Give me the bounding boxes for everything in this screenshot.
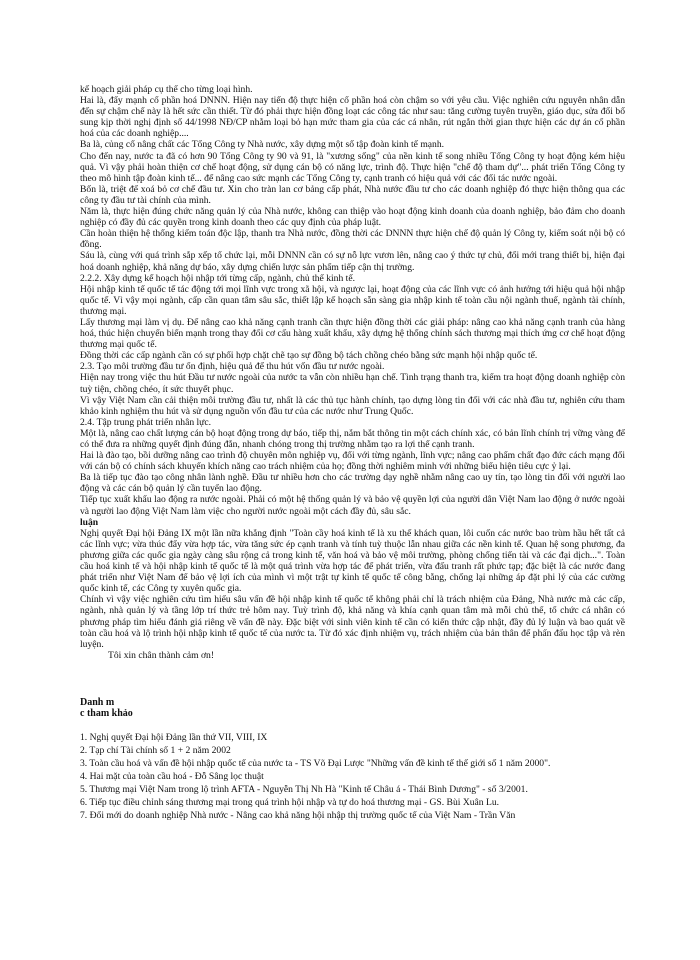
conclusion-heading: luận: [80, 516, 99, 528]
section-heading: 2.3. Tạo môi trường đầu tư ổn định, hiệu quả để thu hút vốn đầu tư nước ngoài.: [80, 361, 385, 373]
paragraph: Ba là, củng cố nâng chất các Tổng Công ty Nhà nước, xây dựng một số tập đoàn kinh tế mạnh.: [80, 139, 445, 151]
paragraph: Lấy thương mại làm vị dụ. Để nâng cao khả năng cạnh tranh cần thực hiện đồng thời các giải pháp: nâng cao khả năng cạnh tranh của hàng hoá, thúc hiện chuyển biến mạnh trong thay đổi cơ cấu hàng xuất khẩu, xây dựng hệ thống chính sách thương mại thích ứng cơ chế hoạt động thương mại quốc tế.: [80, 316, 625, 351]
paragraph: Đồng thời các cấp ngành cần có sự phối hợp chặt chẽ tạo sự đồng bộ tách chồng chéo bằng sức mạnh hội nhập quốc tế.: [80, 350, 538, 362]
paragraph: Hai là, đẩy mạnh cổ phần hoá DNNN. Hiện nay tiến độ thực hiện cổ phần hoá còn chậm so với yêu cầu. Việc nghiên cứu nguyên nhân dẫn đến sự chậm chế này là hết sức cần thiết. Từ đó phải thực hiện đồng loạt các công tác như sau: tăng cường tuyên truyền, giáo dục, sửa đổi bổ sung kịp thời nghị định số 44/1998 NĐ/CP nhằm loại bỏ hạn mức tham gia của các cá nhân, rút ngắn thời gian thực hiện các dự án cổ phần hoá của các doanh nghiệp....: [80, 95, 625, 140]
reference-item: 3. Toàn cầu hoá và vấn đề hội nhập quốc tế của nước ta - TS Võ Đại Lược "Những vấn đề kinh tế thế giới số 1 năm 2000".: [80, 757, 551, 769]
paragraph: Sáu là, cùng với quá trình sắp xếp tổ chức lại, mỗi DNNN cần có sự nỗ lực vươn lên, nâng cao ý thức tự chủ, đổi mới trang thiết bị, hiện đại hoá doanh nghiệp, khả năng dự báo, xây dựng chiến lược sản phẩm tiếp cận thị trường.: [80, 250, 625, 273]
reference-item: 2. Tạp chí Tài chính số 1 + 2 năm 2002: [80, 744, 231, 756]
paragraph: Cần hoàn thiện hệ thống kiểm toán độc lập, thanh tra Nhà nước, đồng thời các DNNN thực hiện chế độ quản lý Công ty, kiểm soát nội bộ có đồng.: [80, 228, 625, 251]
paragraph: Nghị quyết Đại hội Đảng IX một lần nữa khẳng định "Toàn cầy hoá kinh tế là xu thế khách quan, lôi cuốn các nước bao trùm hầu hết tất cả các lĩnh vực; vừa thúc đẩy vừa hợp tác, vừa tăng sức ép cạnh tranh và tính tuỳ thuộc lẫn nhau giữa các nền kinh tế. Quan hệ song phương, đa phương giữa các quốc gia ngày càng sâu rộng cả trong kinh tế, văn hoá và bảo vệ môi trường, phòng chống tiến tài và các đại dịch...". Toàn cầu hoá kinh tế và hội nhập kinh tế quốc tế là một quá trình vừa hợp tác để phát triển, vừa đấu tranh rất phức tạp; đặc biệt là các nước đang phát triển như Việt Nam để bảo vệ lợi ích của mình vì một trật tự kinh tế quốc tế công bằng, chống lại những áp đặt phi lý của các cường quốc kinh tế, các Công ty xuyên quốc gia.: [80, 527, 625, 595]
reference-item: 6. Tiếp tục điều chỉnh sáng thương mại trong quá trình hội nhập và tự do hoá thương mại - GS. Bùi Xuân Lu.: [80, 797, 500, 809]
paragraph: Hai là đào tạo, bồi dưỡng nâng cao trình độ chuyên môn nghiệp vụ, đối với từng ngành, lĩnh vực; nâng cao phẩm chất đạo đức cách mạng đối với cán bộ có chính sách khuyến khích năng cao trách nhiệm của họ; đồng thời nghiêm minh với những biểu hiện tiêu cực ỷ lại.: [80, 450, 625, 473]
paragraph: Vì vậy Việt Nam cần cải thiện môi trường đầu tư, nhất là các thủ tục hành chính, tạo dựng lòng tin đối với các nhà đầu tư, nghiên cứu tham khảo kinh nghiệm thu hút và sử dụng nguồn vốn đầu tư của các nước như Trung Quốc.: [80, 394, 625, 417]
paragraph: Cho đến nay, nước ta đã có hơn 90 Tổng Công ty 90 và 91, là "xương sống" của nền kinh tế song nhiều Tổng Công ty hoạt động kém hiệu quả. Vì vậy phải hoàn thiện cơ chế hoạt động, sử dụng cán bộ có năng lực, trình độ. Thực hiện "chế độ tham dự"... phát triển Tổng Công ty theo mô hình tập đoàn kinh tế... để nâng cao sức mạnh các Tổng Công ty, cạnh tranh có hiệu quả với các đối tác nước ngoài.: [80, 150, 625, 184]
paragraph: Hội nhập kinh tế quốc tế tác động tới mọi lĩnh vực trong xã hội, và ngược lại, hoạt động của các lĩnh vực có ảnh hưởng tới hiệu quả hội nhập quốc tế. Vì vậy mọi ngành, cấp cần quan tâm sâu sắc, thiết lập kế hoạch sẵn sàng gia nhập kinh tế toàn cầu nội ngành thuế, ngành tài chính, thương mại.: [80, 283, 625, 317]
paragraph: Một là, nâng cao chất lượng cán bộ hoạt động trong dự báo, tiếp thị, nắm bắt thông tin một cách chính xác, có bản lĩnh chính trị vững vàng để có thể đưa ra những quyết định đúng đắn, nhanh chóng trong thị trường nhằm tạo ra lợi thế cạnh tranh.: [80, 427, 625, 450]
paragraph: Năm là, thực hiện đúng chức năng quản lý của Nhà nước, không can thiệp vào hoạt động kinh doanh của doanh nghiệp, bảo đảm cho doanh nghiệp có đầy đủ các quyền trong kinh doanh theo các quy định của pháp luật.: [80, 206, 625, 229]
references-heading: [80, 697, 625, 720]
body-text: [80, 84, 625, 661]
document-page: [80, 84, 625, 823]
paragraph: Tiếp tục xuất khẩu lao động ra nước ngoài. Phải có một hệ thống quản lý và bảo vệ quyền lợi của người dân Việt Nam lao động ở nước ngoài và người lao động Việt Nam làm việc cho người nước ngoài một cách đầy đủ, sâu sắc.: [80, 494, 625, 517]
paragraph: Hiện nay trong việc thu hút Đầu tư nước ngoài của nước ta vẫn còn nhiều hạn chế. Tình trạng thanh tra, kiểm tra hoạt động doanh nghiệp còn tuỳ tiện, chồng chéo, ít sức thuyết phục.: [80, 372, 625, 395]
references-heading-line1: Danh m: [80, 696, 115, 708]
reference-item: 4. Hai mặt của toàn cầu hoá - Đỗ Sâng lọc thuật: [80, 770, 264, 782]
paragraph: Chính vì vậy việc nghiên cứu tìm hiểu sâu vấn đề hội nhập kinh tế quốc tế không phải chỉ là trách nhiệm của Đảng, Nhà nước mà các cấp, ngành, nhà quản lý và tầng lớp trí thức trẻ hôm nay. Tuỳ trình độ, khả năng và khía cạnh quan tâm mà mỗi chủ thể, tổ chức cá nhân có phương pháp tìm hiểu đánh giá riêng về vấn đề này. Đặc biệt với sinh viên kinh tế cần có kiến thức cập nhật, đầy đủ lý luận và bao quát về toàn cầu hoá và lộ trình hội nhập kinh tế quốc tế của nước ta. Từ đó xác định nhiệm vụ, trách nhiệm của bản thân để phấn đấu học tập và rèn luyện.: [80, 594, 625, 650]
paragraph: kế hoạch giải pháp cụ thể cho từng loại hình.: [80, 84, 253, 95]
references-heading-line2: c tham khảo: [80, 708, 133, 720]
paragraph: Ba là tiếp tục đào tạo công nhân lành nghề. Đầu tư nhiều hơn cho các trường dạy nghề nhằm nâng cao uy tín, tạo lòng tin đối với người lao động và các cán bộ quản lý cần tuyển lao động.: [80, 472, 625, 495]
reference-item: 7. Đổi mới do doanh nghiệp Nhà nước - Nâng cao khả năng hội nhập thị trường quốc tế của Việt Nam - Trần Văn: [80, 810, 516, 822]
closing-line: Tôi xin chân thành cảm ơn!: [108, 649, 215, 661]
section-heading: 2.2.2. Xây dựng kế hoạch hội nhập tới từng cấp, ngành, chủ thể kinh tế.: [80, 272, 355, 284]
section-heading: 2.4. Tập trung phát triển nhân lực.: [80, 416, 212, 428]
paragraph: Bốn là, triệt để xoá bỏ cơ chế đầu tư. Xin cho tràn lan cơ bảng cấp phát, Nhà nước đầu tư cho các doanh nghiệp đó thực hiện thông qua các công ty đầu tư tài chính của mình.: [80, 183, 625, 206]
references-list: [80, 732, 625, 822]
reference-item: 5. Thương mại Việt Nam trong lộ trình AFTA - Nguyễn Thị Nh Hà "Kinh tế Châu á - Thái Bình Dương" - số 3/2001.: [80, 784, 528, 796]
reference-item: 1. Nghị quyết Đại hội Đảng lần thứ VII, VIII, IX: [80, 731, 268, 743]
